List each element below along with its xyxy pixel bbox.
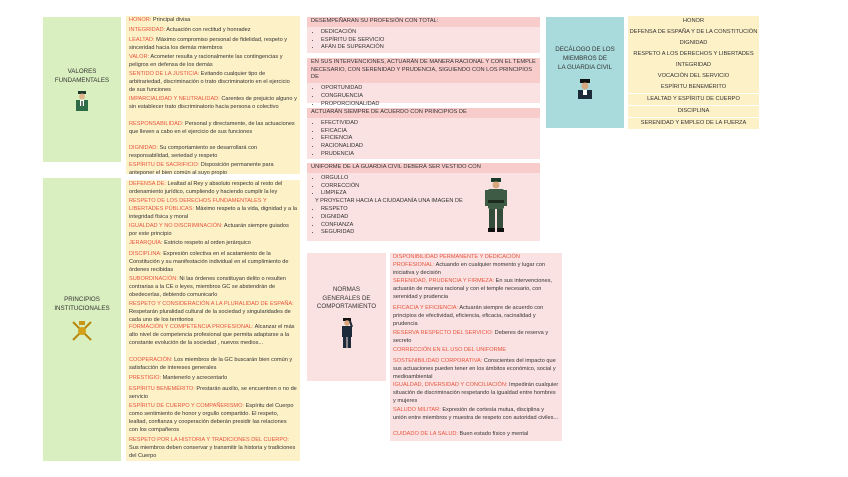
decalogo-list	[628, 16, 759, 129]
normas-item: SERENIDAD, PRUDENCIA Y FIRMEZA: En sus intervenciones, actuarán de manera racional y con el temple necesario, con serenidad y prudencia	[393, 278, 552, 300]
principios-actuacion-box	[307, 108, 540, 159]
valores-item: IMPARCIALIDAD Y NEUTRALIDAD: Carentes de prejuicio alguno y sin establecer trato discriminatorio hacia persona o colectivo	[129, 96, 297, 110]
uniforme-subitem: • SEGURIDAD	[321, 229, 540, 237]
principios-item: IGUALDAD Y NO DISCRIMINACIÓN: Actuarán siempre guiados por este principio	[129, 223, 289, 237]
principios-item: ESPÍRITU DE CUERPO Y COMPAÑERISMO: Espíritu del Cuerpo como sentimiento de honor y orgullo compartido. El respeto, lealtad, confianza y cooperación deberán presidir las relaciones con los compañeros	[129, 403, 294, 433]
normas-item: RESERVA RESPECTO DEL SERVICIO: Deberes de reserva y secreto	[393, 330, 549, 344]
uniforme-item: • ORGULLO	[321, 175, 540, 183]
principios-actuacion-item: • EFECTIVIDAD	[321, 120, 540, 128]
guardia-civil-officer-icon	[75, 91, 89, 111]
decalogo-item: DISCIPLINA	[628, 106, 759, 117]
principios-item: RESPETO POR LA HISTORIA Y TRADICIONES DEL CUERPO: Sus miembros deben conservar y transmitir la historia y tradiciones del Cuerpo	[129, 437, 296, 459]
decalogo-item: DIGNIDAD	[628, 38, 759, 49]
principios-item: RESPETO DE LOS DERECHOS FUNDAMENTALES Y LIBERTADES PÚBLICAS: Máximo respeto a la vida, dignidad y a la integridad física y moral	[129, 198, 297, 220]
uniforme-header: UNIFORME DE LA GUARDIA CIVIL DEBERÁ SER VESTIDO CON	[307, 163, 540, 173]
decalogo-item: INTEGRIDAD	[628, 60, 759, 71]
decalogo-title-line2: MIEMBROS DE	[562, 55, 607, 63]
principios-institucionales-label	[43, 178, 121, 461]
normas-item: SALUDO MILITAR: Expresión de cortesía mutua, disciplina y unión entre miembros y muestra de respeto con autoridad civiles...	[393, 407, 559, 421]
principios-item: COOPERACIÓN: Los miembros de la GC buscarán bien común y satisfacción de intereses generales	[129, 357, 293, 371]
uniforme-subitem: • DIGNIDAD	[321, 214, 540, 222]
valores-item: LEALTAD: Máximo compromiso personal de fidelidad, respeto y sinceridad hacia los demás miembros	[129, 37, 288, 51]
decalogo-title-line1: DECÁLOGO DE LOS	[555, 46, 615, 54]
valores-title-line1: VALORES	[67, 68, 97, 76]
decalogo-item: LEALTAD Y ESPÍRITU DE CUERPO	[628, 94, 759, 105]
normas-item: DISPONIBILIDAD PERMANENTE Y DEDICACIÓN PROFESIONAL: Actuando en cualquier momento y lugar con iniciativa y decisión	[393, 254, 546, 276]
uniforme-item: • CORRECCIÓN	[321, 183, 540, 191]
principios-title-line1: PRINCIPIOS	[64, 296, 100, 304]
normas-list	[390, 253, 562, 441]
valores-item: HONOR: Principal divisa	[129, 17, 191, 23]
intervenciones-item: • OPORTUNIDAD	[321, 85, 540, 93]
total-header: DESEMPEÑARAN SU PROFESIÓN CON TOTAL:	[307, 17, 540, 27]
principios-actuacion-item: • RACIONALIDAD	[321, 143, 540, 151]
uniforme-subitem: • CONFIANZA	[321, 222, 540, 230]
decalogo-item: HONOR	[628, 16, 759, 27]
guardia-civil-emblem-icon	[70, 319, 94, 343]
principios-actuacion-item: • EFICACIA	[321, 128, 540, 136]
principios-actuacion-header: ACTUARÁN SIEMPRE DE ACUERDO CON PRINCIPIOS DE	[307, 108, 540, 118]
saluting-officer-icon	[339, 318, 355, 348]
total-list	[307, 29, 540, 52]
valores-item: ESPÍRITU DE SACRIFICIO: Disposición permanente para anteponer el bien común al suyo propio	[129, 162, 274, 176]
valores-item: DIGNIDAD: Su comportamiento se desarrollará con responsabilidad, seriedad y respeto	[129, 145, 258, 159]
principios-item: PRESTIGIO: Mantenerlo y acrecentarlo	[129, 375, 228, 381]
uniforme-box	[307, 163, 540, 241]
normas-title-line1: NORMAS	[332, 285, 361, 293]
valores-title-line2: FUNDAMENTALES	[54, 76, 110, 84]
normas-generales-label	[307, 253, 386, 381]
intervenciones-item: • PROPORCIONALIDAD	[321, 101, 540, 109]
intervenciones-header: EN SUS INTERVENCIONES, ACTUARÁN DE MANERA RACIONAL Y CON EL TEMPLE NECESARIO, CON SERENIDAD Y PRUDENCIA, SIGUIENDO CON LOS PRINCIPIOS DE	[307, 58, 540, 83]
uniforme-subheader: Y PROYECTAR HACIA LA CIUDADANÍA UNA IMAGEN DE	[315, 198, 463, 205]
valores-fundamentales-label	[43, 17, 121, 162]
uniforme-subitem: • RESPETO	[321, 206, 540, 214]
principios-item: ESPÍRITU BENEMÉRITO: Prestarán auxilio, se encuentren o no de servicio	[129, 386, 297, 400]
principios-actuacion-list	[307, 120, 540, 159]
uniformed-officer-icon	[485, 178, 507, 232]
principios-item: DEFENSA DE: Lealtad al Rey y absoluto respecto al resto del ordenamiento jurídico, cumpliendo y haciendo cumplir la ley	[129, 181, 283, 195]
decalogo-item: DEFENSA DE ESPAÑA Y DE LA CONSTITUCIÓN	[628, 27, 759, 38]
intervenciones-box	[307, 58, 540, 107]
decalogo-title-line3: LA GUARDIA CIVIL	[558, 63, 612, 71]
principios-item: DISCIPLINA: Expresión colectiva en el acatamiento de la Constitución y su manifestación individual en el cumplimiento de órdenes recibidas	[129, 251, 289, 273]
principios-item: RESPETO Y CONSIDERACIÓN A LA PLURALIDAD DE ESPAÑA: Respetarán pluralidad cultural de la sociedad y singularidades de cada uno de los territorios	[129, 301, 294, 323]
normas-item: EFICACIA Y EFICIENCIA: Actuarán siempre de acuerdo con principios de efectividad, eficiencia, eficacia, racinalidad y prudencia	[393, 305, 544, 327]
normas-title-line2: GENERALES DE	[322, 294, 371, 302]
valores-item: RESPONSABILIDAD: Personal y directamente, de las actuaciones que lleven a cabo en el ejercicio de sus funciones	[129, 121, 295, 135]
valores-item: SENTIDO DE LA JUSTICIA: Evitando cualquier tipo de arbitrariedad, discriminación o trato discriminatorio en el ejercicio de sus funciones	[129, 71, 290, 93]
decalogo-item: ESPÍRITU BENEMÉRITO	[628, 82, 759, 93]
valores-item: VALOR: Acometer resulta y racionalmente las contingencias y peligros en defensa de los demás	[129, 54, 283, 68]
officer-bust-icon	[576, 79, 594, 99]
principios-actuacion-item: • PRUDENCIA	[321, 151, 540, 159]
principios-actuacion-item: • EFICIENCIA	[321, 135, 540, 143]
valores-list	[126, 16, 300, 174]
intervenciones-item: • CONGRUENCIA	[321, 93, 540, 101]
decalogo-item: VOCACIÓN DEL SERVICIO	[628, 71, 759, 82]
principios-title-line2: INSTITUCIONALES	[54, 304, 110, 312]
valores-item: INTEGRIDAD: Actuación con rectitud y honradez	[129, 27, 251, 33]
principios-item: JERARQUÍA: Estricto respeto al orden jerárquico	[129, 240, 251, 246]
total-item: • ESPÍRITU DE SERVICIO	[321, 37, 540, 45]
decalogo-item: SERENIDAD Y EMPLEO DE LA FUERZA	[628, 118, 759, 129]
normas-item: IGUALDAD, DIVERSIDAD Y CONCILIACIÓN: Impedirán cualquier situación de discriminación respetando la igualdad entre hombres y mujeres	[393, 382, 559, 404]
normas-item: CORRECCIÓN EN EL USO DEL UNIFORME	[393, 347, 507, 353]
normas-title-line3: COMPORTAMIENTO	[316, 303, 377, 311]
principios-item: FORMACIÓN Y COMPETENCIA PROFESIONAL: Alcanzar el más alto nivel de competencia profesional que permita adaptarse a la constante evolución de la sociedad , nuevos medios...	[129, 324, 295, 346]
total-item: • DEDICACIÓN	[321, 29, 540, 37]
uniforme-item: • LIMPIEZA	[321, 190, 540, 198]
intervenciones-list	[307, 85, 540, 108]
normas-item: SOSTENIBILIDAD CORPORATIVA: Conscientes del impacto que sus actuaciones pueden tener en los ámbitos económico, social y medioambiental	[393, 358, 556, 380]
decalogo-item: RESPETO A LOS DERECHOS Y LIBERTADES	[628, 49, 759, 60]
decalogo-label	[546, 17, 624, 128]
principios-item: SUBORDINACIÓN: Ni las órdenes constituyan delito o resulten contrarias a la CE o leyes, miembros GC se abstendrán de obedecerlas, debiendo comunicarlo	[129, 276, 287, 298]
principios-list	[126, 180, 300, 461]
total-item: • AFÁN DE SUPERACIÓN	[321, 44, 540, 52]
total-box	[307, 17, 540, 53]
normas-item: CUIDADO DE LA SALUD: Buen estado físico y mental	[393, 431, 529, 437]
